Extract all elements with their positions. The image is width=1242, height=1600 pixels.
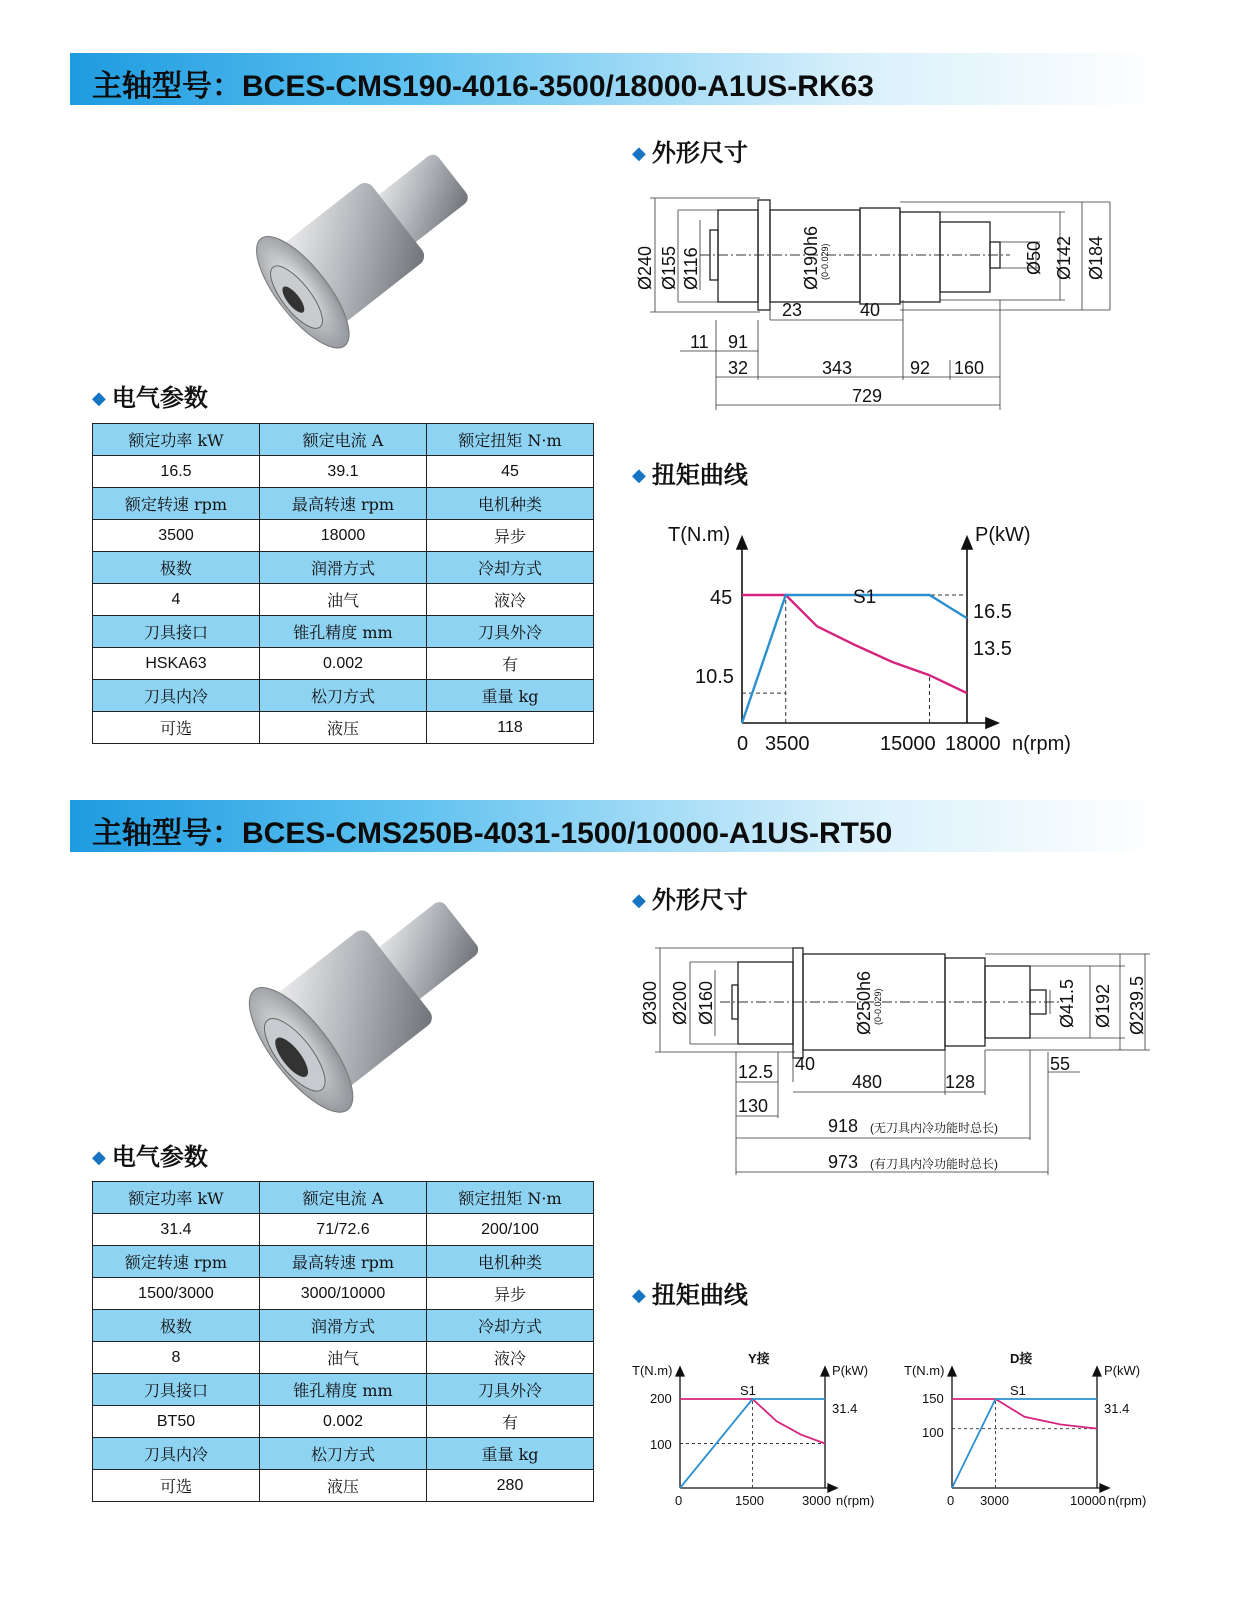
spindle2-title: 主轴型号：BCES-CMS250B-4031-1500/10000-A1US-RT50 <box>92 817 893 850</box>
table-cell: 45 <box>427 456 594 488</box>
spindle2-torque-heading <box>632 1275 748 1310</box>
table-cell: 冷却方式 <box>427 552 594 584</box>
dim-480: 480 <box>852 1072 883 1092</box>
y-axis-label: T(N.m) <box>668 524 731 546</box>
x-tick-1500: 1500 <box>735 1493 764 1508</box>
motor-end <box>940 222 990 292</box>
table-cell: 润滑方式 <box>260 552 427 584</box>
spindle2-title-banner <box>70 800 1160 852</box>
dim-center-tol: (0-0.029) <box>873 988 883 1025</box>
table-cell: 异步 <box>427 1278 594 1310</box>
y2-axis-label: P(kW) <box>1104 1363 1141 1378</box>
spindle1-title: 主轴型号：BCES-CMS190-4016-3500/18000-A1US-RK63 <box>92 70 874 103</box>
spindle1-torque-heading <box>632 455 748 490</box>
table-row <box>93 1278 594 1310</box>
section-title: 外形尺寸 <box>651 885 748 914</box>
y-tick-100: 100 <box>922 1425 944 1440</box>
dim-left-2: Ø200 <box>670 980 690 1025</box>
dim-92: 92 <box>910 358 931 378</box>
dim-right-3: Ø239.5 <box>1127 975 1147 1035</box>
table-cell: 280 <box>427 1470 594 1502</box>
section-title: 电气参数 <box>111 383 208 412</box>
dim-left-1: Ø300 <box>640 980 660 1025</box>
dim-center-tol: (0-0.029) <box>820 243 830 280</box>
x-axis-label: n(rpm) <box>1108 1493 1147 1508</box>
table-row <box>93 1342 594 1374</box>
y2-tick-16.5: 16.5 <box>973 601 1012 623</box>
table-cell: 松刀方式 <box>260 1438 427 1470</box>
table-cell: 0.002 <box>260 1406 427 1438</box>
spindle1-dimension-heading <box>632 133 748 168</box>
table-header-row <box>93 1310 594 1342</box>
spindle2-torque-chart-d <box>902 1345 1162 1515</box>
dim-130: 130 <box>738 1096 769 1116</box>
table-row <box>93 456 594 488</box>
table-cell: 刀具接口 <box>93 616 260 648</box>
y2-tick-31.4: 31.4 <box>1104 1401 1130 1416</box>
diamond-bullet-icon: ◆ <box>632 465 646 486</box>
spindle2-electrical-table <box>92 1181 594 1502</box>
x-tick-3000: 3000 <box>980 1493 1009 1508</box>
diamond-bullet-icon: ◆ <box>92 388 106 409</box>
dim-right-3: Ø184 <box>1086 235 1106 280</box>
table-cell: HSKA63 <box>93 648 260 680</box>
table-cell: 刀具外冷 <box>427 1374 594 1406</box>
table-header-row <box>93 616 594 648</box>
table-cell: 最高转速 rpm <box>260 488 427 520</box>
table-header-row <box>93 552 594 584</box>
spindle2-product-image <box>225 880 505 1130</box>
spindle2-electrical-heading <box>92 1137 208 1172</box>
table-cell: 有 <box>427 1406 594 1438</box>
x-axis-label: n(rpm) <box>836 1493 875 1508</box>
table-cell: 额定功率 kW <box>93 1182 260 1214</box>
chart-title: D接 <box>1010 1351 1033 1366</box>
table-header-row <box>93 1438 594 1470</box>
table-cell: 额定扭矩 N·m <box>427 424 594 456</box>
table-cell: 额定电流 A <box>260 424 427 456</box>
table-cell: 重量 kg <box>427 1438 594 1470</box>
table-cell: BT50 <box>93 1406 260 1438</box>
y2-axis-label: P(kW) <box>832 1363 869 1378</box>
y-tick-10.5: 10.5 <box>695 666 734 688</box>
table-row <box>93 1406 594 1438</box>
table-cell: 液冷 <box>427 584 594 616</box>
spindle1-title-banner <box>70 53 1160 105</box>
table-cell: 4 <box>93 584 260 616</box>
y-axis-label: T(N.m) <box>904 1363 945 1378</box>
dim-40: 40 <box>860 300 881 320</box>
dim-343: 343 <box>822 358 853 378</box>
table-cell: 有 <box>427 648 594 680</box>
section-title: 外形尺寸 <box>651 138 748 167</box>
table-cell: 16.5 <box>93 456 260 488</box>
table-header-row <box>93 424 594 456</box>
y2-tick-13.5: 13.5 <box>973 638 1012 660</box>
diamond-bullet-icon: ◆ <box>632 1285 646 1306</box>
spindle1-electrical-table <box>92 423 594 744</box>
dim-right-2: Ø142 <box>1054 235 1074 280</box>
table-header-row <box>93 1374 594 1406</box>
spindle2-dimension-heading <box>632 880 748 915</box>
x-tick-0: 0 <box>675 1493 683 1508</box>
table-cell: 电机种类 <box>427 1246 594 1278</box>
dim-12.5: 12.5 <box>738 1062 774 1082</box>
table-cell: 最高转速 rpm <box>260 1246 427 1278</box>
table-cell: 3000/10000 <box>260 1278 427 1310</box>
dim-729: 729 <box>852 386 883 406</box>
dim-right-1: Ø41.5 <box>1057 978 1077 1028</box>
table-cell: 锥孔精度 mm <box>260 616 427 648</box>
x-axis-label: n(rpm) <box>1012 733 1071 755</box>
table-row <box>93 584 594 616</box>
dim-left-3: Ø116 <box>681 247 701 290</box>
dim-918-note: (无刀具内冷功能时总长) <box>870 1121 998 1135</box>
power-line <box>742 595 967 723</box>
dim-973: 973 <box>828 1152 859 1172</box>
s1-label: S1 <box>853 587 877 608</box>
table-cell: 极数 <box>93 1310 260 1342</box>
table-cell: 71/72.6 <box>260 1214 427 1246</box>
dim-left-1: Ø240 <box>635 245 655 290</box>
dim-160: 160 <box>954 358 985 378</box>
table-cell: 1500/3000 <box>93 1278 260 1310</box>
table-cell: 额定转速 rpm <box>93 1246 260 1278</box>
table-cell: 额定电流 A <box>260 1182 427 1214</box>
diamond-bullet-icon: ◆ <box>632 143 646 164</box>
table-cell: 锥孔精度 mm <box>260 1374 427 1406</box>
y-tick-200: 200 <box>650 1391 672 1406</box>
y-tick-45: 45 <box>710 587 733 609</box>
dim-32: 32 <box>728 358 749 378</box>
table-cell: 可选 <box>93 1470 260 1502</box>
spindle2-torque-chart-y <box>630 1345 890 1515</box>
x-tick-18000: 18000 <box>945 733 1001 755</box>
x-tick-3500: 3500 <box>765 733 810 755</box>
dim-right-1: Ø50 <box>1024 240 1044 275</box>
dim-center: Ø250h6 <box>854 970 874 1035</box>
y-tick-150: 150 <box>922 1391 944 1406</box>
table-cell: 刀具内冷 <box>93 1438 260 1470</box>
table-cell: 刀具接口 <box>93 1374 260 1406</box>
table-cell: 液压 <box>260 1470 427 1502</box>
table-row <box>93 520 594 552</box>
torque-line <box>952 1399 1097 1429</box>
spindle2-dimension-drawing <box>620 940 1160 1180</box>
x-tick-3000: 3000 <box>802 1493 831 1508</box>
x-tick-0: 0 <box>737 733 749 755</box>
table-cell: 冷却方式 <box>427 1310 594 1342</box>
table-cell: 18000 <box>260 520 427 552</box>
spindle1-product-image <box>230 130 500 370</box>
spindle1-electrical-heading <box>92 378 208 413</box>
table-cell: 200/100 <box>427 1214 594 1246</box>
s1-label: S1 <box>740 1383 756 1398</box>
spindle1-torque-chart <box>660 515 1090 760</box>
table-cell: 液压 <box>260 712 427 744</box>
head-block <box>900 212 940 302</box>
x-tick-15000: 15000 <box>880 733 936 755</box>
body-rear <box>718 210 758 302</box>
table-cell: 异步 <box>427 520 594 552</box>
dim-55: 55 <box>1050 1054 1071 1074</box>
torque-line <box>742 595 967 693</box>
body-rear <box>738 962 793 1044</box>
diamond-bullet-icon: ◆ <box>632 890 646 911</box>
y-tick-100: 100 <box>650 1437 672 1452</box>
flange <box>793 948 803 1058</box>
y2-tick-31.4: 31.4 <box>832 1401 858 1416</box>
dim-left-2: Ø155 <box>659 245 679 290</box>
table-cell: 松刀方式 <box>260 680 427 712</box>
table-row <box>93 648 594 680</box>
x-tick-0: 0 <box>947 1493 955 1508</box>
table-cell: 额定功率 kW <box>93 424 260 456</box>
x-tick-10000: 10000 <box>1070 1493 1107 1508</box>
dim-91: 91 <box>728 332 749 352</box>
section-title: 扭矩曲线 <box>651 1280 748 1309</box>
table-header-row <box>93 680 594 712</box>
table-cell: 额定转速 rpm <box>93 488 260 520</box>
table-cell: 重量 kg <box>427 680 594 712</box>
table-row <box>93 1470 594 1502</box>
body-front <box>860 208 900 304</box>
table-cell: 油气 <box>260 584 427 616</box>
diamond-bullet-icon: ◆ <box>92 1147 106 1168</box>
table-cell: 刀具内冷 <box>93 680 260 712</box>
table-header-row <box>93 488 594 520</box>
power-line <box>952 1399 1097 1488</box>
dim-right-2: Ø192 <box>1093 983 1113 1028</box>
y-axis-label: T(N.m) <box>632 1363 673 1378</box>
table-row <box>93 712 594 744</box>
table-cell: 极数 <box>93 552 260 584</box>
table-header-row <box>93 1182 594 1214</box>
s1-label: S1 <box>1010 1383 1026 1398</box>
table-cell: 油气 <box>260 1342 427 1374</box>
dim-23: 23 <box>782 300 803 320</box>
table-cell: 润滑方式 <box>260 1310 427 1342</box>
y2-axis-label: P(kW) <box>975 524 1031 546</box>
dim-40: 40 <box>795 1054 816 1074</box>
table-cell: 8 <box>93 1342 260 1374</box>
dim-128: 128 <box>945 1072 976 1092</box>
table-cell: 液冷 <box>427 1342 594 1374</box>
table-cell: 31.4 <box>93 1214 260 1246</box>
table-cell: 刀具外冷 <box>427 616 594 648</box>
table-cell: 3500 <box>93 520 260 552</box>
dim-11: 11 <box>690 332 709 352</box>
dim-973-note: (有刀具内冷功能时总长) <box>870 1157 998 1171</box>
section-title: 电气参数 <box>111 1142 208 1171</box>
dim-left-3: Ø160 <box>696 980 716 1025</box>
table-cell: 39.1 <box>260 456 427 488</box>
table-cell: 可选 <box>93 712 260 744</box>
section-title: 扭矩曲线 <box>651 460 748 489</box>
table-row <box>93 1214 594 1246</box>
table-cell: 0.002 <box>260 648 427 680</box>
table-cell: 电机种类 <box>427 488 594 520</box>
spindle1-dimension-drawing <box>620 190 1120 415</box>
table-cell: 118 <box>427 712 594 744</box>
table-cell: 额定扭矩 N·m <box>427 1182 594 1214</box>
dim-center: Ø190h6 <box>801 225 821 290</box>
table-header-row <box>93 1246 594 1278</box>
dim-918: 918 <box>828 1116 859 1136</box>
chart-title: Y接 <box>748 1351 770 1366</box>
